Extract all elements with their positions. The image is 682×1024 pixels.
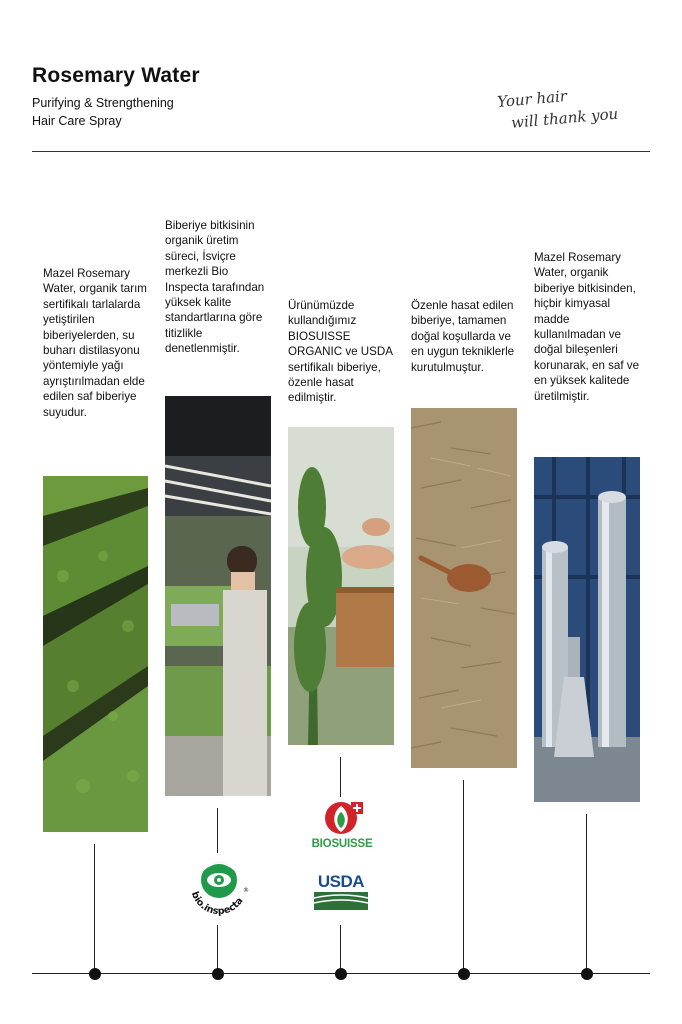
biosuisse-bud-icon bbox=[306, 798, 378, 838]
tagline-line-2: will thank you bbox=[510, 104, 619, 132]
page-title: Rosemary Water bbox=[32, 64, 200, 87]
dried-rosemary-photo bbox=[411, 408, 517, 768]
column-4-text: Özenle hasat edilen biberiye, tamamen doğal koşullarda ve en uygun tekniklerle kurutulmuştur. bbox=[411, 299, 515, 374]
timeline-dot-2 bbox=[212, 968, 224, 980]
distillation-image bbox=[534, 457, 640, 802]
harvest-image bbox=[288, 427, 394, 745]
page-subtitle bbox=[32, 94, 232, 130]
timeline-dot-4 bbox=[458, 968, 470, 980]
connector-line-3a bbox=[340, 757, 341, 797]
biosuisse-logo bbox=[306, 798, 378, 856]
biosuisse-bio-text: BIO bbox=[311, 838, 332, 850]
column-5-text: Mazel Rosemary Water, organik biberiye bitkisinden, hiçbir kimyasal madde kullanılmadan ve doğal bileşenleri korunarak, en saf ve en yüksek kalitede üretilmiştir. bbox=[534, 251, 640, 403]
connector-line-4 bbox=[463, 780, 464, 973]
greenhouse-image bbox=[165, 396, 271, 796]
timeline-dot-1 bbox=[89, 968, 101, 980]
biosuisse-suisse-text: SUISSE bbox=[331, 838, 373, 850]
subtitle-line-1: Purifying & Strengthening bbox=[32, 96, 174, 110]
timeline-dot-5 bbox=[581, 968, 593, 980]
connector-line-2b bbox=[217, 925, 218, 973]
greenhouse-inspection-photo bbox=[165, 396, 271, 796]
connector-line-2a bbox=[217, 808, 218, 853]
column-1-text: Mazel Rosemary Water, organik tarım sertifikalı tarlalarda yetiştirilen biberiyelerden, su buharı distilasyonu yöntemiyle yağı ayrıştırılmadan elde edilen saf biberiye suyudur. bbox=[43, 267, 147, 419]
rosemary-harvest-photo bbox=[288, 427, 394, 745]
usda-logo bbox=[314, 872, 368, 912]
usda-text: USDA bbox=[317, 872, 365, 891]
bio-inspecta-logo bbox=[183, 852, 255, 924]
connector-line-1 bbox=[94, 844, 95, 973]
tagline bbox=[496, 77, 659, 135]
bio-inspecta-registered-mark: ® bbox=[243, 887, 249, 894]
header-divider bbox=[32, 151, 650, 152]
bio-inspecta-text: bio.inspecta bbox=[188, 890, 246, 918]
timeline-dot-3 bbox=[335, 968, 347, 980]
column-2-text: Biberiye bitkisinin organik üretim süreci, İsviçre merkezli Bio Inspecta tarafından yüksek kalite standartlarına göre titizlikle denetlenmiştir. bbox=[165, 219, 265, 356]
subtitle-line-2: Hair Care Spray bbox=[32, 114, 122, 128]
tagline-line-1: Your hair bbox=[496, 86, 568, 111]
distillation-facility-photo bbox=[534, 457, 640, 802]
dried-rosemary-image bbox=[411, 408, 517, 768]
usda-fields-icon bbox=[314, 892, 368, 910]
connector-line-5 bbox=[586, 814, 587, 973]
rosemary-field-photo bbox=[43, 476, 148, 832]
rosemary-field-image bbox=[43, 476, 148, 832]
bio-inspecta-emblem-icon bbox=[183, 852, 255, 924]
connector-line-3b bbox=[340, 925, 341, 973]
column-3-text: Ürünümüzde kullandığımız BIOSUISSE ORGANIC ve USDA sertifikalı biberiye, özenle hasat edilmiştir. bbox=[288, 299, 393, 405]
